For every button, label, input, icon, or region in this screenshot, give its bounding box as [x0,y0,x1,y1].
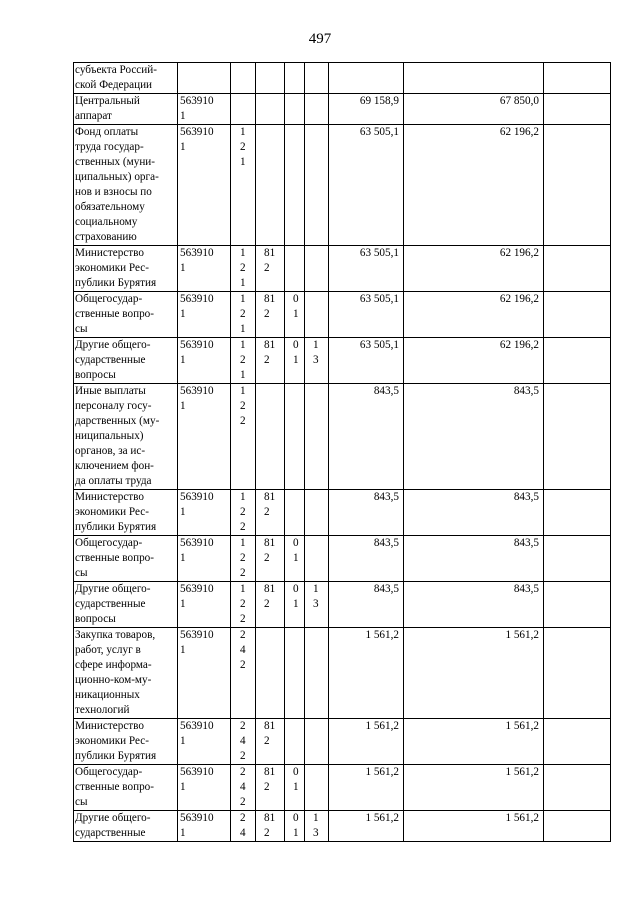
table-row [74,292,611,338]
expense-type-cell: 2 4 2 [231,628,256,719]
amount-year3-cell [544,384,611,490]
amount-year1-cell: 843,5 [329,536,404,582]
amount-year1-cell: 63 505,1 [329,338,404,384]
target-code-cell [178,63,231,94]
section-cell: 0 1 [285,765,305,811]
target-code-cell: 563910 1 [178,384,231,490]
amount-year1-cell: 63 505,1 [329,292,404,338]
row-name-cell: Центральный аппарат [74,94,178,125]
amount-year3-cell [544,338,611,384]
section-cell [285,63,305,94]
table-row [74,490,611,536]
subsection-cell: 1 3 [305,811,329,842]
expense-type-cell [231,94,256,125]
amount-year2-cell: 1 561,2 [404,628,544,719]
amount-year2-cell: 1 561,2 [404,765,544,811]
amount-year2-cell: 62 196,2 [404,338,544,384]
amount-year1-cell: 1 561,2 [329,719,404,765]
ministry-code-cell: 81 2 [256,811,285,842]
section-cell [285,125,305,246]
amount-year3-cell [544,765,611,811]
row-name-cell: Общегосудар- ственные вопро- сы [74,292,178,338]
subsection-cell [305,63,329,94]
expense-type-cell: 1 2 1 [231,338,256,384]
section-cell [285,490,305,536]
expense-type-cell: 2 4 2 [231,719,256,765]
target-code-cell: 563910 1 [178,811,231,842]
amount-year1-cell: 1 561,2 [329,628,404,719]
table-row [74,719,611,765]
section-cell: 0 1 [285,811,305,842]
amount-year3-cell [544,719,611,765]
amount-year3-cell [544,811,611,842]
table-row [74,63,611,94]
table-row [74,338,611,384]
subsection-cell [305,536,329,582]
target-code-cell: 563910 1 [178,628,231,719]
row-name-cell: Фонд оплаты труда государ- ственных (муни- ципальных) орга- нов и взносы по обязательному социальному страхованию [74,125,178,246]
expense-type-cell: 1 2 2 [231,582,256,628]
row-name-cell: Другие общего- сударственные вопросы [74,582,178,628]
subsection-cell: 1 3 [305,338,329,384]
ministry-code-cell [256,628,285,719]
amount-year1-cell: 63 505,1 [329,246,404,292]
expense-type-cell: 1 2 1 [231,125,256,246]
row-name-cell: Иные выплаты персоналу госу- дарственных (му- ниципальных) органов, за ис- ключением фон- да оплаты труда [74,384,178,490]
table-row [74,765,611,811]
ministry-code-cell [256,125,285,246]
target-code-cell: 563910 1 [178,582,231,628]
amount-year2-cell: 843,5 [404,536,544,582]
expense-type-cell: 1 2 2 [231,490,256,536]
section-cell [285,384,305,490]
section-cell: 0 1 [285,536,305,582]
table-row [74,125,611,246]
ministry-code-cell [256,63,285,94]
target-code-cell: 563910 1 [178,719,231,765]
target-code-cell: 563910 1 [178,125,231,246]
ministry-code-cell: 81 2 [256,246,285,292]
amount-year1-cell: 1 561,2 [329,765,404,811]
amount-year2-cell: 62 196,2 [404,125,544,246]
subsection-cell [305,628,329,719]
table-row [74,811,611,842]
target-code-cell: 563910 1 [178,292,231,338]
amount-year1-cell: 843,5 [329,384,404,490]
subsection-cell [305,765,329,811]
table-row [74,582,611,628]
amount-year3-cell [544,246,611,292]
ministry-code-cell: 81 2 [256,490,285,536]
subsection-cell [305,94,329,125]
row-name-cell: Другие общего- сударственные [74,811,178,842]
expense-type-cell: 2 4 [231,811,256,842]
subsection-cell [305,246,329,292]
expense-type-cell: 1 2 1 [231,246,256,292]
amount-year1-cell: 63 505,1 [329,125,404,246]
amount-year1-cell [329,63,404,94]
ministry-code-cell: 81 2 [256,338,285,384]
row-name-cell: Министерство экономики Рес- публики Бурятия [74,719,178,765]
target-code-cell: 563910 1 [178,94,231,125]
ministry-code-cell: 81 2 [256,582,285,628]
amount-year2-cell: 1 561,2 [404,811,544,842]
amount-year1-cell: 1 561,2 [329,811,404,842]
subsection-cell [305,125,329,246]
amount-year3-cell [544,628,611,719]
amount-year1-cell: 69 158,9 [329,94,404,125]
table-row [74,536,611,582]
subsection-cell [305,490,329,536]
target-code-cell: 563910 1 [178,246,231,292]
expense-type-cell: 1 2 1 [231,292,256,338]
amount-year2-cell: 843,5 [404,582,544,628]
amount-year2-cell: 843,5 [404,384,544,490]
amount-year3-cell [544,490,611,536]
ministry-code-cell [256,384,285,490]
row-name-cell: Министерство экономики Рес- публики Бурятия [74,490,178,536]
ministry-code-cell: 81 2 [256,292,285,338]
section-cell: 0 1 [285,582,305,628]
row-name-cell: Другие общего- сударственные вопросы [74,338,178,384]
subsection-cell [305,384,329,490]
table-row [74,384,611,490]
amount-year2-cell [404,63,544,94]
budget-table [73,62,611,842]
target-code-cell: 563910 1 [178,536,231,582]
ministry-code-cell: 81 2 [256,536,285,582]
amount-year2-cell: 1 561,2 [404,719,544,765]
expense-type-cell: 1 2 2 [231,384,256,490]
section-cell: 0 1 [285,292,305,338]
expense-type-cell [231,63,256,94]
section-cell [285,246,305,292]
ministry-code-cell: 81 2 [256,765,285,811]
table-row [74,628,611,719]
amount-year2-cell: 62 196,2 [404,292,544,338]
target-code-cell: 563910 1 [178,765,231,811]
amount-year3-cell [544,536,611,582]
table-row [74,246,611,292]
row-name-cell: Общегосудар- ственные вопро- сы [74,765,178,811]
target-code-cell: 563910 1 [178,338,231,384]
amount-year2-cell: 843,5 [404,490,544,536]
ministry-code-cell: 81 2 [256,719,285,765]
amount-year3-cell [544,125,611,246]
amount-year2-cell: 62 196,2 [404,246,544,292]
section-cell [285,94,305,125]
amount-year2-cell: 67 850,0 [404,94,544,125]
row-name-cell: Общегосудар- ственные вопро- сы [74,536,178,582]
row-name-cell: Закупка товаров, работ, услуг в сфере информа- ционно-ком-му- никационных технологий [74,628,178,719]
section-cell [285,719,305,765]
amount-year1-cell: 843,5 [329,582,404,628]
amount-year3-cell [544,63,611,94]
row-name-cell: субъекта Россий- ской Федерации [74,63,178,94]
subsection-cell: 1 3 [305,582,329,628]
amount-year1-cell: 843,5 [329,490,404,536]
amount-year3-cell [544,582,611,628]
amount-year3-cell [544,292,611,338]
expense-type-cell: 1 2 2 [231,536,256,582]
ministry-code-cell [256,94,285,125]
expense-type-cell: 2 4 2 [231,765,256,811]
section-cell: 0 1 [285,338,305,384]
subsection-cell [305,292,329,338]
subsection-cell [305,719,329,765]
row-name-cell: Министерство экономики Рес- публики Бурятия [74,246,178,292]
page-number: 497 [308,31,332,47]
table-body [74,63,611,842]
target-code-cell: 563910 1 [178,490,231,536]
amount-year3-cell [544,94,611,125]
section-cell [285,628,305,719]
table-row [74,94,611,125]
